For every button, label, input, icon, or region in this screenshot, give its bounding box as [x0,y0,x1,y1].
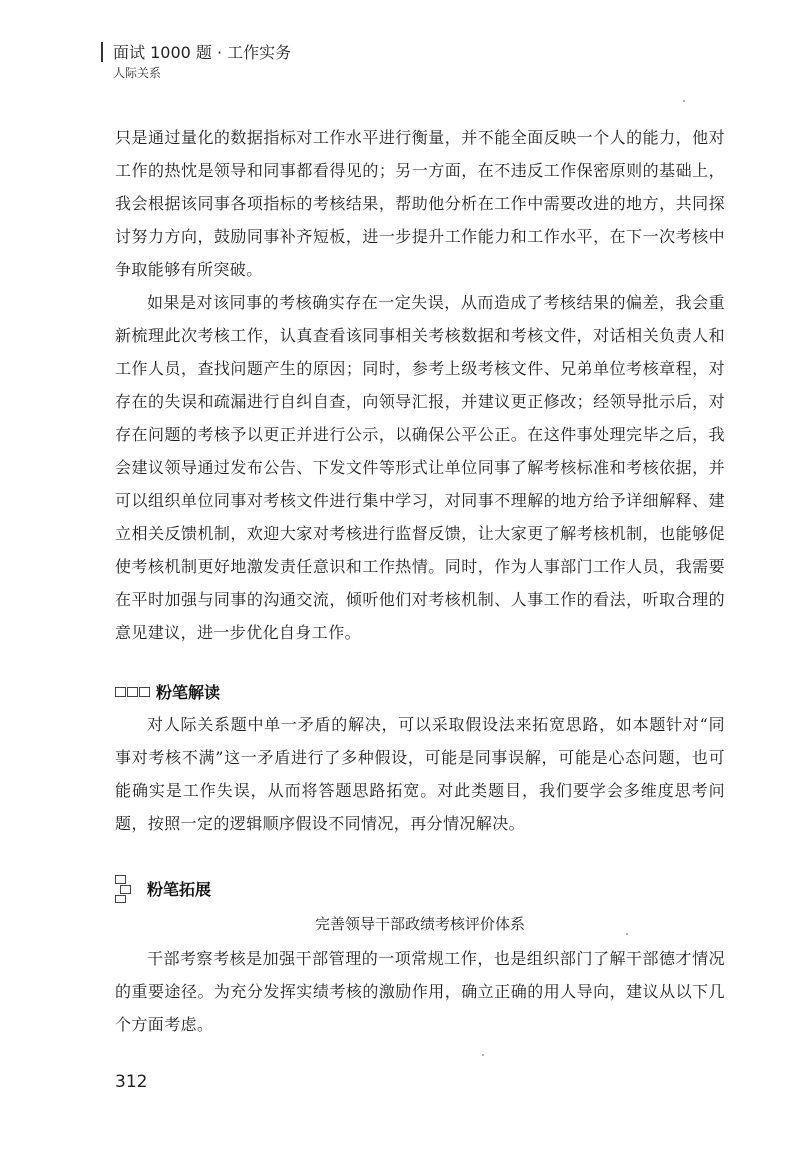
body-paragraph: 只是通过量化的数据指标对工作水平进行衡量，并不能全面反映一个人的能力，他对工作的热忱是领导和同事都看得见的；另一方面，在不违反工作保密原则的基础上，我会根据该同事各项指标的考核结果，帮助他分析在工作中需要改进的地方，共同探讨努力方向，鼓励同事补齐短板，进一步提升工作能力和工作水平，在下一次考核中争取能够有所突破。 [115,128,725,279]
page-number: 312 [115,1072,148,1092]
interpretation-paragraph: 对人际关系题中单一矛盾的解决，可以采取假设法来拓宽思路，如本题针对“同事对考核不满”这一矛盾进行了多种假设，可能是同事误解，可能是心态问题，也可能确实是工作失误，从而将答题思路拓宽。对此类题目，我们要学会多维度思考问题，按照一定的逻辑顺序假设不同情况，再分情况解决。 [115,715,725,833]
extension-paragraph: 干部考察考核是加强干部管理的一项常规工作，也是组织部门了解干部德才情况的重要途径。为充分发挥实绩考核的激励作用，确立正确的用人导向，建议从以下几个方面考虑。 [115,949,725,1034]
header-rule [101,42,103,62]
extension-icon [115,873,133,903]
three-box-icon [115,687,150,697]
page-body [115,121,725,1041]
extension-subtitle: 完善领导干部政绩考核评价体系 [314,915,525,933]
running-header-title: 面试 1000 题 · 工作实务 [113,43,292,62]
section-heading-label: 粉笔拓展 [147,879,212,899]
running-header-section: 人际关系 [113,66,162,80]
body-paragraph: 如果是对该同事的考核确实存在一定失误，从而造成了考核结果的偏差，我会重新梳理此次考核工作，认真查看该同事相关考核数据和考核文件，对话相关负责人和工作人员，查找问题产生的原因；同时，参考上级考核文件、兄弟单位考核章程，对存在的失误和疏漏进行自纠自查，向领导汇报，并建议更正修改；经领导批示后，对存在问题的考核予以更正并进行公示，以确保公平公正。在这件事处理完毕之后，我会建议领导通过发布公告、下发文件等形式让单位同事了解考核标准和考核依据，并可以组织单位同事对考核文件进行集中学习，对同事不理解的地方给予详细解释、建立相关反馈机制，欢迎大家对考核进行监督反馈，让大家更了解考核机制，也能够促使考核机制更好地激发责任意识和工作热情。同时，作为人事部门工作人员，我需要在平时加强与同事的沟通交流，倾听他们对考核机制、人事工作的看法，听取合理的意见建议，进一步优化自身工作。 [115,293,725,642]
section-heading-label: 粉笔解读 [156,683,221,702]
section-heading-interpretation [115,675,725,708]
scan-speck [482,1054,484,1056]
section-heading-extension [115,870,725,906]
scan-speck [683,100,685,102]
